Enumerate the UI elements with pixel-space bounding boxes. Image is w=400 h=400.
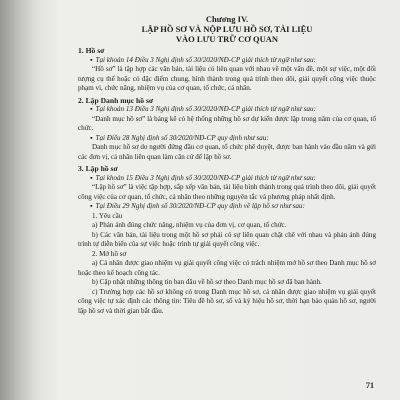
section-2-citation [78,105,376,115]
open-file-c: c) Trường hợp các hồ sơ không có trong Danh mục hồ sơ, cá nhân được giao nhiệm vụ giải quyết công việc tự xác định các thông tin: Tiêu đề hồ sơ, số và ký hiệu hồ sơ, thời hạn bảo quản hồ sơ, người lập hồ sơ và thời gian bắt đầu. [78,287,376,315]
section-1-heading: 1. Hồ sơ [78,46,105,55]
requirement-heading: 1. Yêu cầu [92,211,123,220]
requirement-a: a) Phản ánh đúng chức năng, nhiệm vụ của đơn vị, cơ quan, tổ chức. [92,221,287,229]
chapter-title-line1: LẬP HỒ SƠ VÀ NỘP LƯU HỒ SƠ, TÀI LIỆU [141,24,313,34]
open-file-a: a) Cá nhân được giao nhiệm vụ giải quyết công việc có trách nhiệm mở hồ sơ theo Danh mục hồ sơ hoặc theo kế hoạch công tác. [78,259,376,277]
section-1-citation [78,56,376,66]
page-content [78,14,376,316]
requirement-b: b) Các văn bản, tài liệu trong một hồ sơ phải có sự liên quan chặt chẽ với nhau và phản ánh đúng trình tự diễn biến của sự việc hoặc trình tự giải quyết công việc. [78,230,376,248]
section-3-citation-text: Tại khoản 15 Điều 3 Nghị định số 30/2020/NĐ-CP giải thích từ ngữ như sau: [95,173,316,182]
section-3-citation-2-text: Tại Điều 29 Nghị định số 30/2020/NĐ-CP quy định về lập hồ sơ như sau: [95,202,305,210]
section-3-citation-2 [78,202,376,212]
chapter-title-line2: VÀO LƯU TRỮ CƠ QUAN [175,34,279,44]
section-2-citation-2 [78,134,376,144]
section-3-citation [78,174,376,184]
section-2-citation-text: Tại khoản 13 Điều 3 Nghị định số 30/2020/NĐ-CP giải thích từ ngữ như sau: [95,105,316,113]
section-2-heading: 2. Lập Danh mục hồ sơ [78,95,154,105]
section-2-paragraph-2: Danh mục hồ sơ do người đứng đầu cơ quan, tổ chức phê duyệt, được ban hành vào đầu năm và gửi các đơn vị, cá nhân liên quan làm căn cứ để lập hồ sơ. [78,143,376,161]
book-gutter-shadow [0,0,60,400]
section-2-citation-2-text: Tại Điều 28 Nghị định số 30/2020/NĐ-CP quy định như sau: [95,133,269,142]
section-2-paragraph: “Danh mục hồ sơ” là bảng kê có hệ thống những hồ sơ dự kiến được lập trong năm của cơ quan, tổ chức. [78,114,376,132]
section-3-heading: 3. Lập hồ sơ [78,164,118,173]
open-file-b: b) Cập nhật những thông tin ban đầu về hồ sơ theo Danh mục hồ sơ đã ban hành. [92,278,322,286]
open-file-heading: 2. Mở hồ sơ [92,249,127,258]
chapter-number: Chương IV. [205,14,249,24]
section-1-paragraph: “Hồ sơ” là tập hợp các văn bản, tài liệu có liên quan với nhau về một vấn đề, một sự việc, một đối tượng cụ thể hoặc có đặc điểm chung, hình thành trong quá trình theo dõi, giải quyết công việc thuộc phạm vi, chức năng, nhiệm vụ của cơ quan, tổ chức, cá nhân. [78,65,376,92]
section-3-paragraph: “Lập hồ sơ” là việc tập hợp, sắp xếp văn bản, tài liệu hình thành trong quá trình theo dõi, giải quyết công việc của cơ quan, tổ chức, cá nhân theo những nguyên tắc và phương pháp nhất định. [78,183,376,201]
page-number: 71 [366,381,374,390]
section-1-citation-text: Tại khoản 14 Điều 3 Nghị định số 30/2020/NĐ-CP giải thích từ ngữ như sau: [95,55,316,64]
